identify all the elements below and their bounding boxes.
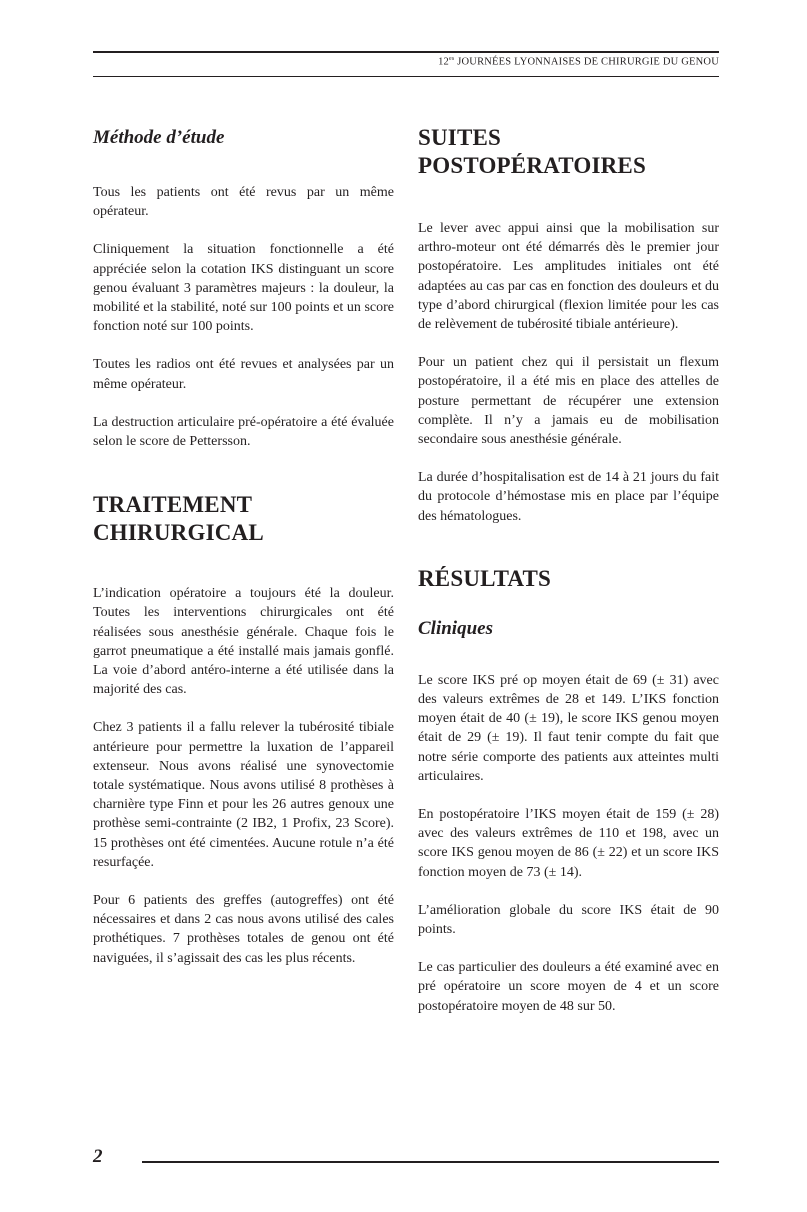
right-column xyxy=(418,120,719,1016)
traitement-paragraph-2: Chez 3 patients il a fallu relever la tubérosité tibiale antérieure pour permettre la luxation de l’appareil extenseur. Nous avons réalisé une synovectomie totale systématique. Nous avons utilisé 8 prothèses à charnière type Finn et pour les 26 autres genoux une prothèse semi-contrainte (2 IB2, 1 Profix, 23 Score). 15 prothèses ont été cimentées. Aucune rotule n’a été resurfaçée. xyxy=(93,720,394,870)
running-head xyxy=(438,56,719,68)
methode-paragraph-3: Toutes les radios ont été revues et analysées par un même opérateur. xyxy=(93,357,394,392)
suites-paragraph-1: Le lever avec appui ainsi que la mobilisation sur arthro-moteur ont été démarrés dès le premier jour postopératoire. Les amplitudes initiales ont été adaptées au cas par cas en fonction des douleurs et du type d’abord chirurgical (flexion limitée pour les cas de relèvement de tubérosité tibiale antérieure). xyxy=(418,221,719,333)
suites-paragraph-2: Pour un patient chez qui il persistait un flexum postopératoire, il a été mis en place des attelles de posture permettant de récupérer une extension complète. Il n’y a jamais eu de mobilisation secondaire sous anesthésie générale. xyxy=(418,355,719,448)
methode-paragraph-2: Cliniquement la situation fonctionnelle a été appréciée selon la cotation IKS distinguant un score genou évaluant 3 paramètres majeurs : la douleur, la mobilité et la stabilité, noté sur 100 points et un score fonction noté sur 100 points. xyxy=(93,242,394,335)
resultats-heading: RÉSULTATS xyxy=(418,565,552,591)
resultats-paragraph-1: Le score IKS pré op moyen était de 69 (± 31) avec des valeurs extrêmes de 28 et 149. L’IKS fonction moyen était de 40 (± 19), le score IKS genou moyen était de 29 (± 19). Il faut tenir compte du fait que notre série comporte des patients aux atteintes multi articulaires. xyxy=(418,672,719,784)
traitement-paragraph-1: L’indication opératoire a toujours été la douleur. Toutes les interventions chirurgicales ont été réalisées sous anesthésie générale. Chaque fois le garrot pneumatique a été installé mais jamais gonflé. La voie d’abord antéro-interne a été utilisée dans la majorité des cas. xyxy=(93,586,394,698)
top-rule xyxy=(93,51,719,53)
running-head-text: JOURNÉES LYONNAISES DE CHIRURGIE DU GENOU xyxy=(457,56,719,68)
page-number: 2 xyxy=(93,1146,103,1167)
left-column xyxy=(93,120,394,968)
suites-heading: SUITES POSTOPÉRATOIRES xyxy=(418,125,646,178)
running-head-number: 12 xyxy=(438,56,449,68)
resultats-paragraph-4: Le cas particulier des douleurs a été examiné avec en pré opératoire un score moyen de 4 et un score postopératoire moyen de 48 sur 50. xyxy=(418,960,719,1014)
traitement-heading xyxy=(93,491,394,547)
suites-paragraph-3: La durée d’hospitalisation est de 14 à 21 jours du fait du protocole d’hémostase mis en place par l’équipe des hématologues. xyxy=(418,470,719,524)
methode-paragraph-1: Tous les patients ont été revus par un même opérateur. xyxy=(93,185,394,220)
header-rule xyxy=(93,76,719,77)
traitement-heading-line-2: CHIRURGICAL xyxy=(93,520,264,546)
methode-paragraph-4: La destruction articulaire pré-opératoire a été évaluée selon le score de Pettersson. xyxy=(93,414,394,450)
traitement-paragraph-3: Pour 6 patients des greffes (autogreffes) ont été nécessaires et dans 2 cas nous avons utilisé des cales prothétiques. 7 prothèses totales de genou ont été naviguées, il s’agissait des cas les plus récents. xyxy=(93,893,394,966)
methode-heading: Méthode d’étude xyxy=(93,127,225,148)
cliniques-heading: Cliniques xyxy=(418,617,493,639)
resultats-paragraph-2: En postopératoire l’IKS moyen était de 159 (± 28) avec des valeurs extrêmes de 110 et 198, avec un score IKS genou moyen de 86 (± 22) et un score IKS fonction moyen de 73 (± 14). xyxy=(418,807,719,880)
footer-rule xyxy=(142,1161,719,1163)
resultats-paragraph-3: L’amélioration globale du score IKS était de 90 points. xyxy=(418,902,719,938)
traitement-heading-line-1: TRAITEMENT xyxy=(93,492,253,518)
running-head-superscript: es xyxy=(448,56,455,62)
